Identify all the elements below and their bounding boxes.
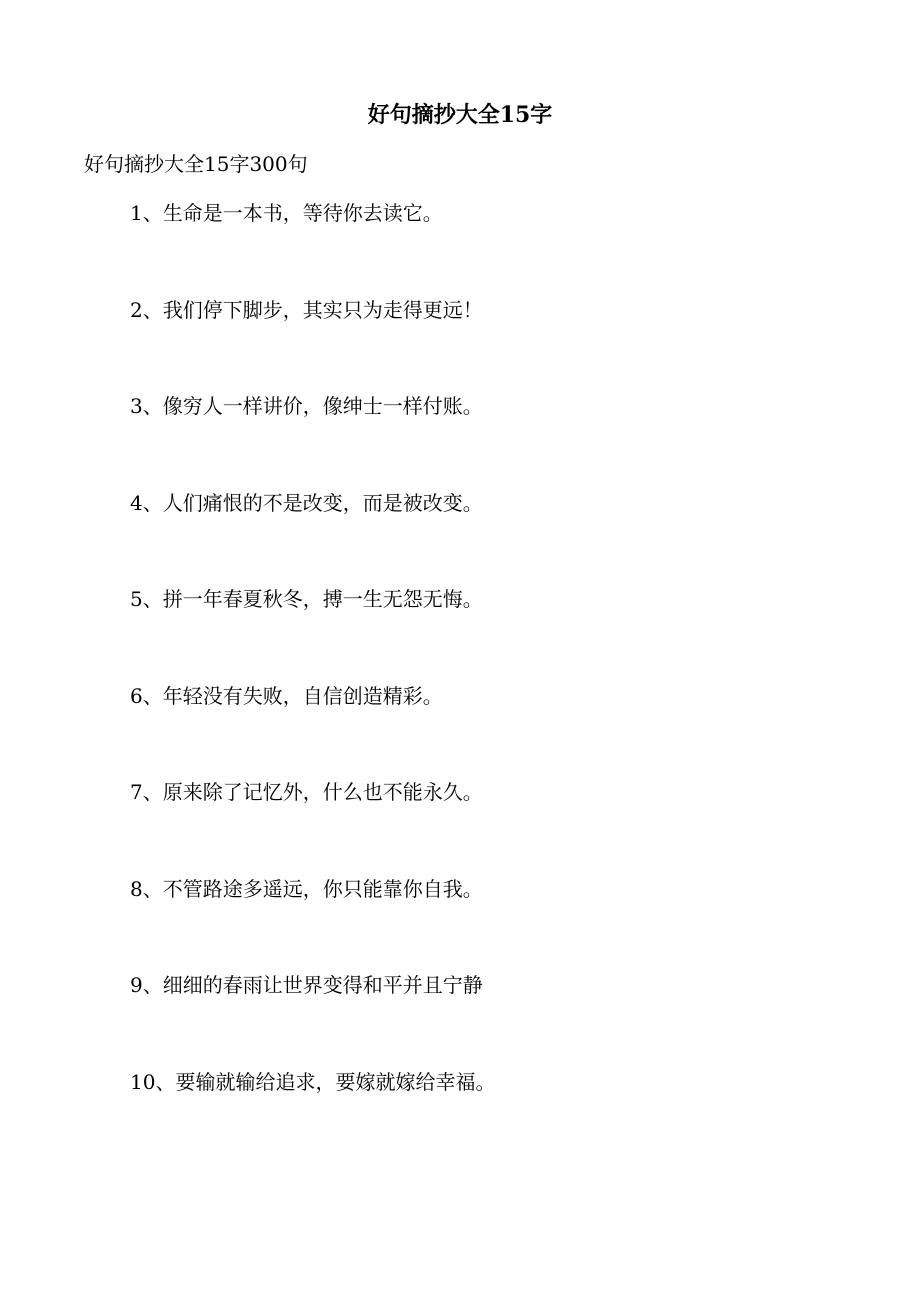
document-subtitle: 好句摘抄大全15字300句 [84, 152, 308, 176]
quote-item: 10、要输就输给追求，要嫁就嫁给幸福。 [130, 1069, 496, 1094]
quote-item: 7、原来除了记忆外，什么也不能永久。 [130, 780, 483, 804]
quote-item: 4、人们痛恨的不是改变，而是被改变。 [130, 490, 483, 515]
quote-item: 8、不管路途多遥远，你只能靠你自我。 [130, 876, 483, 901]
quote-item: 3、像穷人一样讲价，像绅士一样付账。 [130, 394, 483, 418]
quote-item: 6、年轻没有失败，自信创造精彩。 [130, 683, 443, 708]
quote-item: 9、细细的春雨让世界变得和平并且宁静 [130, 973, 483, 997]
document-title: 好句摘抄大全15字 [367, 102, 553, 128]
quote-item: 2、我们停下脚步，其实只为走得更远！ [130, 297, 483, 322]
quote-item: 1、生命是一本书，等待你去读它。 [130, 201, 443, 225]
quote-item: 5、拼一年春夏秋冬，搏一生无怨无悔。 [130, 587, 483, 611]
quote-list [130, 195, 495, 1160]
